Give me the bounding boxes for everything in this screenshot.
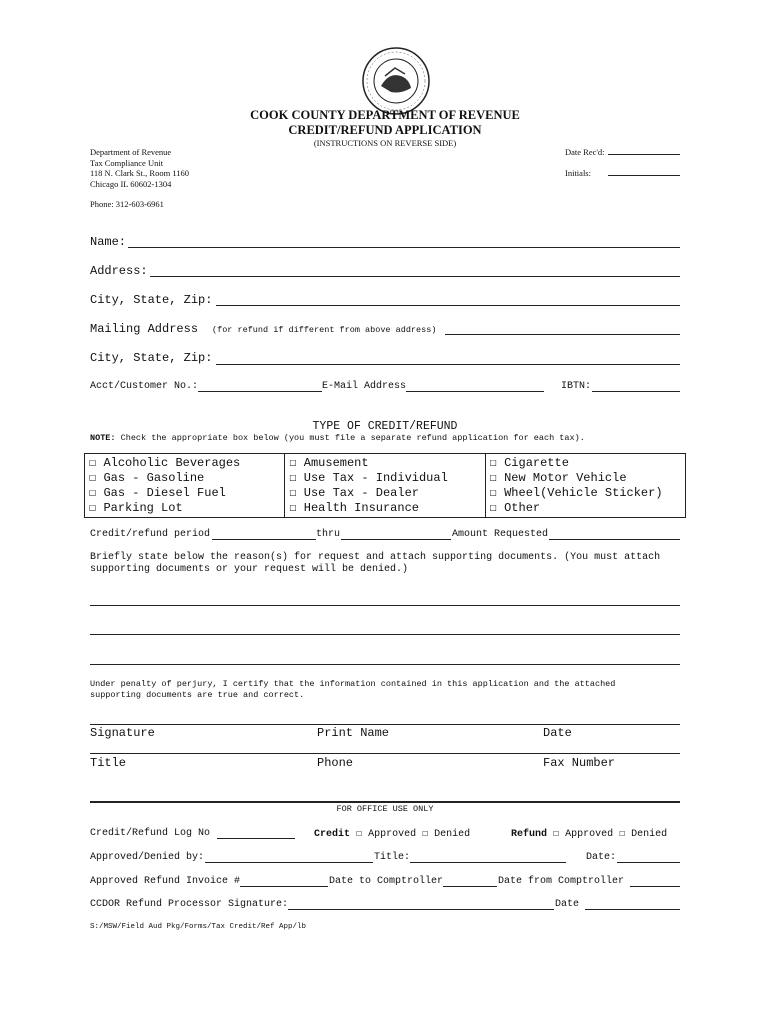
mailing-address-note: (for refund if different from above address)	[212, 325, 437, 335]
phone-number: Phone: 312-603-6961	[90, 199, 164, 209]
checkbox-icon[interactable]: ☐	[356, 829, 363, 840]
form-title: CREDIT/REFUND APPLICATION	[288, 123, 482, 137]
title-label: Title	[90, 756, 127, 770]
checkbox-icon[interactable]: ☐	[489, 471, 497, 485]
reason-instructions: Briefly state below the reason(s) for request and attach supporting documents. (You must attach supporting documents or your request will be denied.)	[90, 552, 661, 575]
approved-by-label: Approved/Denied by:	[90, 852, 205, 863]
option-alcoholic-beverages[interactable]: ☐ Alcoholic Beverages	[89, 456, 241, 470]
checkbox-icon[interactable]: ☐	[619, 829, 626, 840]
address-block	[90, 147, 189, 189]
option-wheel-vehicle-sticker[interactable]: ☐ Wheel(Vehicle Sticker)	[489, 486, 663, 500]
ibtn-label: IBTN:	[561, 381, 592, 392]
reason-line-2[interactable]	[90, 634, 680, 635]
checkbox-icon[interactable]: ☐	[89, 456, 97, 470]
initials-label: Initials:	[565, 168, 591, 178]
amount-field[interactable]	[549, 539, 680, 540]
option-use-tax-individual[interactable]: ☐ Use Tax - Individual	[289, 471, 448, 485]
checkbox-icon[interactable]: ☐	[489, 456, 497, 470]
log-no-label: Credit/Refund Log No	[90, 828, 211, 839]
credit-status: Credit ☐ Approved ☐ Denied	[314, 829, 471, 840]
checkbox-icon[interactable]: ☐	[289, 486, 297, 500]
tax-type-table	[84, 453, 686, 518]
date-from-comptroller-label: Date from Comptroller	[498, 876, 625, 887]
checkbox-icon[interactable]: ☐	[489, 501, 497, 515]
mailing-city-state-zip-label: City, State, Zip:	[90, 351, 213, 365]
office-use-heading: FOR OFFICE USE ONLY	[336, 804, 434, 814]
approved-by-field[interactable]	[205, 862, 373, 863]
checkbox-icon[interactable]: ☐	[89, 471, 97, 485]
address-label: Address:	[90, 264, 148, 278]
invoice-field[interactable]	[240, 886, 328, 887]
title-line[interactable]	[90, 753, 680, 754]
ibtn-field[interactable]	[592, 391, 680, 392]
fax-label: Fax Number	[543, 756, 616, 770]
mailing-address-field[interactable]	[445, 334, 680, 335]
processor-signature-label: CCDOR Refund Processor Signature:	[90, 899, 289, 910]
option-gas-gasoline[interactable]: ☐ Gas - Gasoline	[89, 471, 205, 485]
tax-type-column	[285, 454, 485, 518]
amount-label: Amount Requested	[452, 529, 549, 540]
checkbox-icon[interactable]: ☐	[289, 471, 297, 485]
address-line: Department of Revenue	[90, 147, 172, 157]
county-seal	[361, 46, 431, 116]
email-field[interactable]	[406, 391, 544, 392]
mailing-city-state-zip-field[interactable]	[216, 364, 680, 365]
processor-signature-field[interactable]	[288, 909, 554, 910]
address-line: Chicago IL 60602-1304	[90, 178, 172, 189]
print-name-label: Print Name	[317, 726, 390, 740]
refund-status: Refund ☐ Approved ☐ Denied	[511, 829, 668, 840]
seal-icon	[361, 46, 431, 116]
phone-label: Phone	[317, 756, 354, 770]
tax-type-column	[485, 454, 685, 518]
log-no-field[interactable]	[217, 838, 295, 839]
office-date-field[interactable]	[617, 862, 680, 863]
office-title-label: Title:	[374, 852, 411, 863]
note-text: Check the appropriate box below (you must file a separate refund application for each tax).	[120, 433, 585, 443]
option-use-tax-dealer[interactable]: ☐ Use Tax - Dealer	[289, 486, 419, 500]
thru-label: thru	[316, 529, 341, 540]
processor-date-field[interactable]	[585, 909, 680, 910]
option-parking-lot[interactable]: ☐ Parking Lot	[89, 501, 183, 515]
period-label: Credit/refund period	[90, 529, 211, 540]
date-from-comptroller-field[interactable]	[630, 886, 680, 887]
email-label: E-Mail Address	[322, 381, 407, 392]
option-gas-diesel-fuel[interactable]: ☐ Gas - Diesel Fuel	[89, 486, 226, 500]
acct-label: Acct/Customer No.:	[90, 381, 199, 392]
address-field[interactable]	[150, 276, 680, 277]
checkbox-icon[interactable]: ☐	[553, 829, 560, 840]
office-divider	[90, 801, 680, 803]
checkbox-icon[interactable]: ☐	[89, 486, 97, 500]
reason-line-3[interactable]	[90, 664, 680, 665]
date-recd-label: Date Rec'd:	[565, 147, 605, 157]
date-to-comptroller-label: Date to Comptroller	[329, 876, 444, 887]
checkbox-icon[interactable]: ☐	[89, 501, 97, 515]
checkbox-icon[interactable]: ☐	[422, 829, 429, 840]
option-amusement[interactable]: ☐ Amusement	[289, 456, 369, 470]
invoice-label: Approved Refund Invoice #	[90, 876, 241, 887]
file-path-footer: S:/MSW/Field Aud Pkg/Forms/Tax Credit/Ref App/lb	[90, 923, 307, 931]
type-heading: TYPE OF CREDIT/REFUND	[312, 420, 458, 433]
city-state-zip-field[interactable]	[216, 305, 680, 306]
instructions-note: (INSTRUCTIONS ON REVERSE SIDE)	[313, 138, 457, 148]
signature-line[interactable]	[90, 724, 680, 725]
acct-field[interactable]	[198, 391, 322, 392]
office-title-field[interactable]	[410, 862, 566, 863]
period-start-field[interactable]	[212, 539, 316, 540]
processor-date-label: Date	[555, 899, 580, 910]
date-to-comptroller-field[interactable]	[443, 886, 497, 887]
tax-type-column	[85, 454, 285, 518]
department-title: COOK COUNTY DEPARTMENT OF REVENUE	[250, 108, 520, 122]
option-health-insurance[interactable]: ☐ Health Insurance	[289, 501, 419, 515]
office-date-label: Date:	[586, 852, 617, 863]
option-other[interactable]: ☐ Other	[489, 501, 541, 515]
checkbox-icon[interactable]: ☐	[289, 501, 297, 515]
date-label: Date	[543, 726, 572, 740]
signature-label: Signature	[90, 726, 155, 740]
certification-text: Under penalty of perjury, I certify that the information contained in this application and the attached supporting documents are true and correct.	[90, 679, 616, 700]
option-new-motor-vehicle[interactable]: ☐ New Motor Vehicle	[489, 471, 627, 485]
mailing-address-label: Mailing Address	[90, 322, 199, 336]
reason-line-1[interactable]	[90, 605, 680, 606]
option-cigarette[interactable]: ☐ Cigarette	[489, 456, 569, 470]
initials-field[interactable]	[608, 175, 680, 176]
period-end-field[interactable]	[341, 539, 451, 540]
date-recd-field[interactable]	[608, 154, 680, 155]
name-label: Name:	[90, 235, 127, 249]
name-field[interactable]	[128, 247, 680, 248]
type-note	[90, 433, 585, 443]
address-line: 118 N. Clark St., Room 1160	[90, 168, 190, 178]
checkbox-icon[interactable]: ☐	[289, 456, 297, 470]
note-label: NOTE:	[90, 433, 116, 443]
address-line: Tax Compliance Unit	[90, 157, 164, 168]
city-state-zip-label: City, State, Zip:	[90, 293, 213, 307]
checkbox-icon[interactable]: ☐	[489, 486, 497, 500]
